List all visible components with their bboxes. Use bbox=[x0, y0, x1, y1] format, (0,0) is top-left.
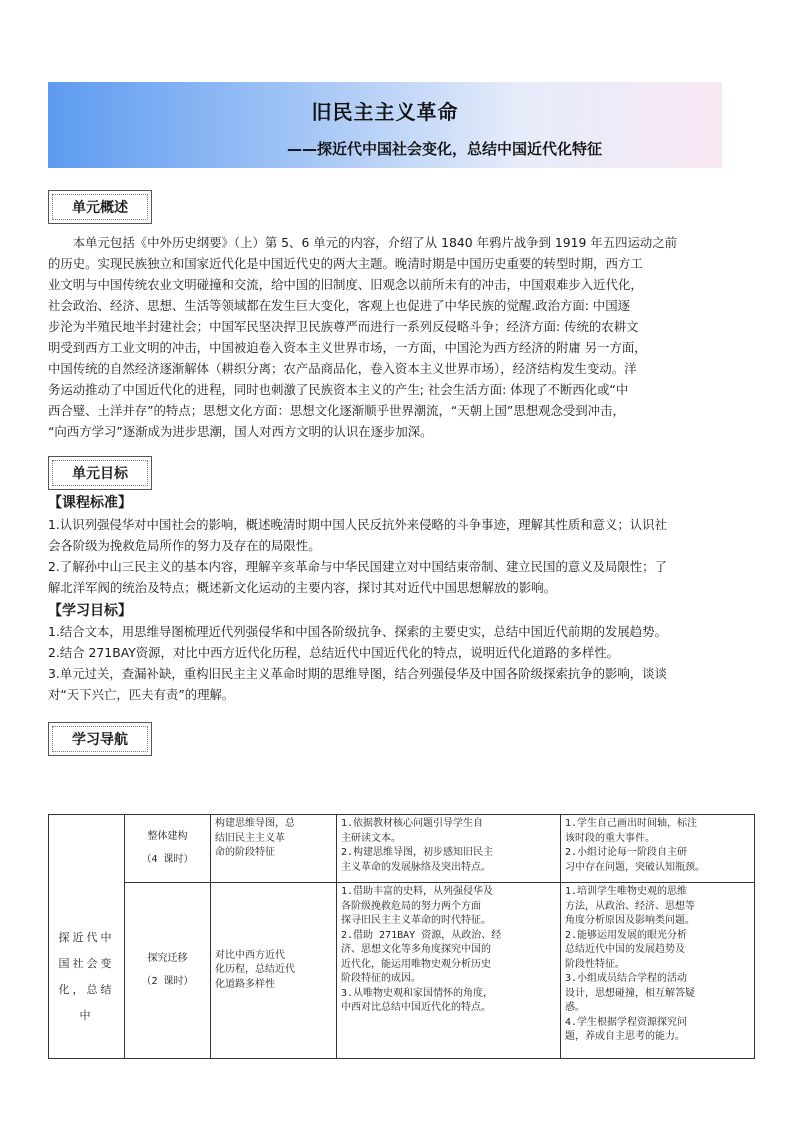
student-activity-cell bbox=[561, 815, 755, 883]
curriculum-line: 会各阶级为挽救危局所作的努力及存在的局限性。 bbox=[48, 538, 321, 553]
table-row bbox=[49, 815, 755, 883]
overview-line: 务运动推动了中国近代化的进程，同时也刺激了民族资本主义的产生; 社会生活方面: 体现了不断西化或“中 bbox=[48, 382, 629, 397]
stage-name: 探究迁移 bbox=[147, 953, 188, 964]
teacher-line: 各阶级挽救危局的努力两个方面 bbox=[341, 900, 481, 912]
goal-cell bbox=[211, 883, 337, 1059]
section-label-goals-text: 单元目标 bbox=[52, 460, 148, 486]
teacher-line: 1.依据教材核心问题引导学生自 bbox=[341, 818, 484, 829]
stage-cell bbox=[125, 883, 211, 1059]
curriculum-line: 解北洋军阀的统治及特点；概述新文化运动的主要内容，探讨其对近代中国思想解放的影响。 bbox=[48, 580, 557, 595]
teacher-activity-cell bbox=[337, 883, 561, 1059]
overview-line: 步沦为半殖民地半封建社会；中国军民坚决捍卫民族尊严而进行一系列反侵略斗争；经济方面: 传统的农耕文 bbox=[48, 319, 639, 334]
goal-line: 化历程，总结近代 bbox=[215, 964, 295, 976]
goal-line: 命的阶段特征 bbox=[215, 847, 275, 858]
student-line: 设计，思想碰撞，相互解答疑 bbox=[565, 987, 695, 999]
section-label-nav-text: 学习导航 bbox=[52, 726, 148, 752]
page-title: 旧民主主义革命 bbox=[311, 100, 459, 124]
overview-line: 本单元包括《中外历史纲要》（上）第 5、6 单元的内容，介绍了从 1840 年鸦片战争到 1919 年五四运动之前 bbox=[72, 235, 678, 250]
student-line: 阶段性特征。 bbox=[565, 958, 625, 970]
overview-line: 的历史。实现民族独立和国家近代化是中国近代史的两大主题。晚清时期是中国历史重要的转型时期，西方工 bbox=[48, 256, 643, 271]
topic-line: 探近代中 bbox=[58, 930, 115, 944]
teacher-activity-cell bbox=[337, 815, 561, 883]
section-label-goals bbox=[48, 456, 152, 490]
student-activity-cell bbox=[561, 883, 755, 1059]
student-line: 2.能够运用发展的眼光分析 bbox=[565, 929, 688, 941]
stage-name: 整体建构 bbox=[147, 831, 188, 842]
student-line: 2.小组讨论每一阶段自主研 bbox=[565, 847, 688, 858]
stage-hours: （2 课时） bbox=[141, 975, 194, 987]
overview-line: 社会政治、经济、思想、生活等领域都在发生巨大变化，客观上也促进了中华民族的觉醒.政治方面: 中国逐 bbox=[48, 298, 631, 313]
teacher-line: 阶段特征的成因。 bbox=[341, 973, 421, 984]
curriculum-standard-heading: 【课程标准】 bbox=[48, 495, 132, 511]
curriculum-line: 1.认识列强侵华对中国社会的影响，概述晚清时期中国人民反抗外来侵略的斗争事迹，理解其性质和意义；认识社 bbox=[48, 517, 667, 532]
student-line: 总结近代中国的发展趋势及 bbox=[565, 944, 685, 955]
goal-line: 结旧民主主义革 bbox=[215, 832, 285, 844]
student-line: 1.培训学生唯物史观的思维 bbox=[565, 886, 688, 897]
learning-objectives-heading: 【学习目标】 bbox=[48, 603, 132, 619]
page-subtitle: ——探近代中国社会变化，总结中国近代化特征 bbox=[286, 140, 602, 158]
student-line: 该时段的重大事件。 bbox=[565, 832, 655, 844]
teacher-line: 主研读文本。 bbox=[341, 832, 401, 844]
student-line: 惑。 bbox=[565, 1002, 585, 1013]
stage-hours: （4 课时） bbox=[141, 853, 194, 865]
stage-cell bbox=[125, 815, 211, 883]
student-line: 4.学生根据学程资源探究问 bbox=[565, 1016, 688, 1028]
student-line: 题，养成自主思考的能力。 bbox=[565, 1031, 685, 1042]
study-guide-table bbox=[48, 814, 755, 1059]
student-line: 3.小组成员结合学程的活动 bbox=[565, 973, 688, 984]
goal-line: 对比中西方近代 bbox=[215, 949, 285, 961]
overview-line: 明受到西方工业文明的冲击，中国被迫卷入资本主义世界市场，一方面，中国沦为西方经济的附庸 另一方面， bbox=[48, 340, 647, 355]
student-line: 习中存在问题，突破认知瓶颈。 bbox=[565, 861, 705, 873]
topic-line: 化，总结中 bbox=[58, 982, 115, 1022]
teacher-line: 2.借助 271BAY 资源，从政治、经 bbox=[341, 929, 502, 941]
student-line: 1.学生自己画出时间轴，标注 bbox=[565, 818, 698, 829]
teacher-line: 近代化，能运用唯物史观分析历史 bbox=[341, 958, 491, 970]
goal-line: 构建思维导图，总 bbox=[215, 818, 295, 829]
section-label-overview-text: 单元概述 bbox=[52, 194, 148, 220]
goal-cell bbox=[211, 815, 337, 883]
student-line: 方法，从政治、经济、思想等 bbox=[565, 900, 695, 912]
teacher-line: 2.构建思维导图，初步感知旧民主 bbox=[341, 847, 494, 858]
student-line: 角度分析原因及影响类问题。 bbox=[565, 915, 695, 926]
overview-line: 业文明与中国传统农业文明碰撞和交流，给中国的旧制度、旧观念以前所未有的冲击，中国艰难步入近代化， bbox=[48, 277, 643, 292]
table-row bbox=[49, 883, 755, 1059]
title-banner bbox=[48, 82, 722, 168]
teacher-line: 主义革命的发展脉络及突出特点。 bbox=[341, 861, 491, 873]
overview-line: “向西方学习”逐渐成为进步思潮，国人对西方文明的认识在逐步加深。 bbox=[48, 424, 433, 439]
curriculum-line: 2.了解孙中山三民主义的基本内容，理解辛亥革命与中华民国建立对中国结束帝制、建立民国的意义及局限性；了 bbox=[48, 559, 667, 574]
learning-line: 1.结合文本，用思维导图梳理近代列强侵华和中国各阶级抗争、探索的主要史实，总结中国近代前期的发展趋势。 bbox=[48, 624, 667, 639]
topic-line: 国社会变 bbox=[58, 956, 115, 970]
teacher-line: 探寻旧民主主义革命的时代特征。 bbox=[341, 915, 491, 926]
topic-cell bbox=[49, 815, 125, 1059]
overview-line: 中国传统的自然经济逐渐解体（耕织分离；农产品商品化，卷入资本主义世界市场），经济结构发生变动。洋 bbox=[48, 361, 637, 376]
goal-line: 化道路多样性 bbox=[215, 978, 275, 990]
section-label-nav bbox=[48, 722, 152, 756]
learning-line: 3.单元过关，查漏补缺，重构旧民主主义革命时期的思维导图，结合列强侵华及中国各阶级探索抗争的影响，谈谈 bbox=[48, 666, 667, 681]
teacher-line: 中西对比总结中国近代化的特点。 bbox=[341, 1002, 491, 1013]
overview-line: 西合璧、土洋并存”的特点；思想文化方面：思想文化逐渐顺乎世界潮流，“天朝上国”思想观念受到冲击， bbox=[48, 403, 625, 418]
teacher-line: 3.从唯物史观和家国情怀的角度， bbox=[341, 987, 494, 999]
learning-line: 2.结合 271BAY资源，对比中西方近代化历程，总结近代中国近代化的特点，说明近代化道路的多样性。 bbox=[48, 645, 620, 660]
section-label-overview bbox=[48, 190, 152, 224]
learning-line: 对“天下兴亡，匹夫有责”的理解。 bbox=[48, 687, 235, 702]
teacher-line: 1.借助丰富的史料，从列强侵华及 bbox=[341, 886, 494, 897]
teacher-line: 济、思想文化等多角度探究中国的 bbox=[341, 944, 491, 955]
